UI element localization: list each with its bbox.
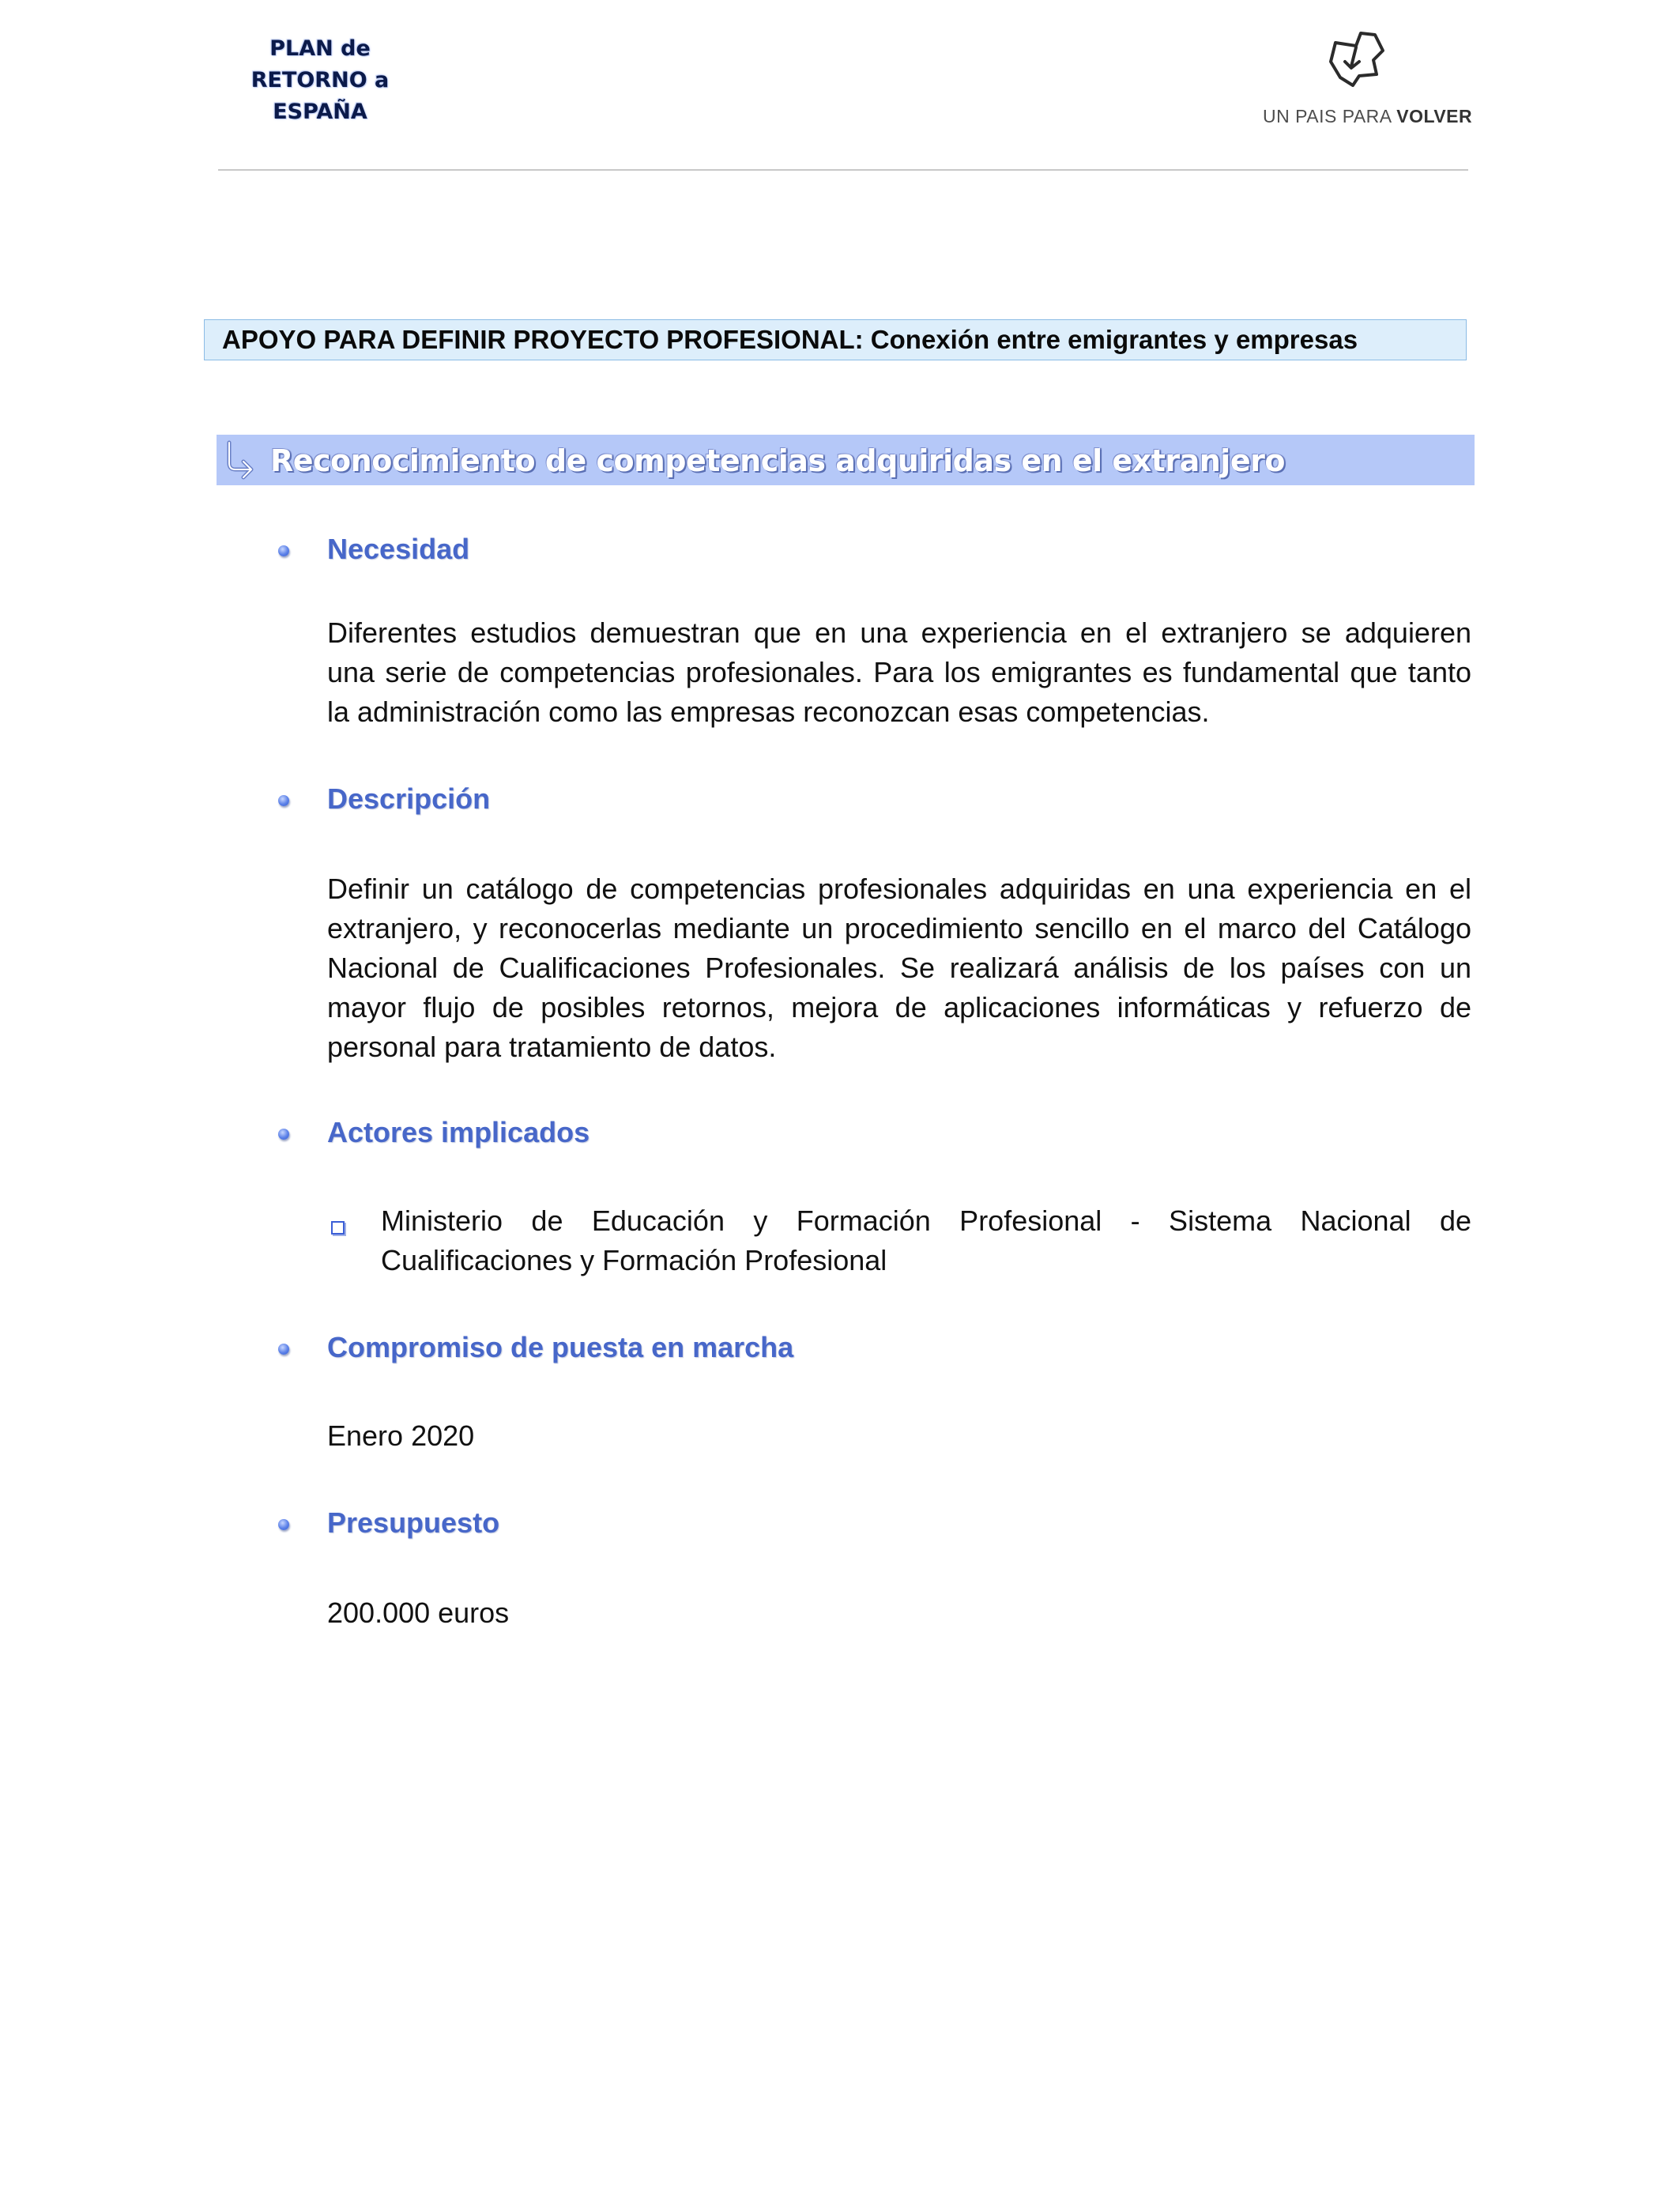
heading-descripcion: Descripción xyxy=(327,782,491,815)
bullet-icon xyxy=(278,1344,289,1355)
paragraph-line: Nacional de Cualificaciones Profesionales. Se realizará análisis de los países con un xyxy=(327,952,1471,984)
header-divider xyxy=(218,169,1468,171)
section-title-box xyxy=(204,319,1467,360)
checkbox-bullet-icon xyxy=(331,1221,345,1235)
paragraph-line: extranjero, y reconocerlas mediante un procedimiento sencillo en el marco del Catálogo xyxy=(327,912,1471,944)
paragraph-line: Definir un catálogo de competencias profesionales adquiridas en una experiencia en el xyxy=(327,873,1471,905)
brand-prefix: UN PAIS PARA xyxy=(1263,106,1392,126)
plan-logo-line-2: RETORNO a xyxy=(250,68,390,92)
presupuesto-value: 200.000 euros xyxy=(327,1596,510,1629)
map-arrow-icon xyxy=(1324,28,1388,95)
paragraph-line: una serie de competencias profesionales. Para los emigrantes es fundamental que tanto xyxy=(327,656,1471,688)
heading-actores: Actores implicados xyxy=(327,1116,590,1148)
actor-line: Ministerio de Educación y Formación Profesional - Sistema Nacional de xyxy=(381,1204,1471,1237)
bullet-icon xyxy=(278,1519,289,1530)
paragraph-line: mayor flujo de posibles retornos, mejora de aplicaciones informáticas y refuerzo de xyxy=(327,991,1471,1023)
heading-compromiso: Compromiso de puesta en marcha xyxy=(327,1331,794,1363)
brand-tagline xyxy=(1263,106,1473,127)
actor-item xyxy=(381,1201,1471,1280)
brand-emphasis: VOLVER xyxy=(1396,106,1473,126)
bullet-icon xyxy=(278,1129,289,1140)
paragraph-line: la administración como las empresas reconozcan esas competencias. xyxy=(327,696,1210,728)
plan-logo-line-3: ESPAÑA xyxy=(273,100,367,124)
bullet-icon xyxy=(278,545,289,556)
necesidad-paragraph xyxy=(327,613,1471,732)
heading-presupuesto: Presupuesto xyxy=(327,1506,500,1539)
section-title-bold: APOYO PARA DEFINIR PROYECTO PROFESIONAL: xyxy=(222,325,864,354)
actor-line: Cualificaciones y Formación Profesional xyxy=(381,1244,887,1276)
compromiso-value: Enero 2020 xyxy=(327,1419,475,1452)
bullet-icon xyxy=(278,795,289,806)
plan-retorno-logo xyxy=(229,33,411,128)
subtitle-text: Reconocimiento de competencias adquiridas en el extranjero xyxy=(270,443,1285,478)
curved-arrow-icon xyxy=(223,439,259,481)
descripcion-paragraph xyxy=(327,869,1471,1067)
paragraph-line: personal para tratamiento de datos. xyxy=(327,1031,777,1063)
heading-necesidad: Necesidad xyxy=(327,533,470,565)
plan-logo-line-1: PLAN de xyxy=(269,36,371,61)
section-title-rest: Conexión entre emigrantes y empresas xyxy=(863,325,1358,354)
paragraph-line: Diferentes estudios demuestran que en una experiencia en el extranjero se adquieren xyxy=(327,616,1471,649)
